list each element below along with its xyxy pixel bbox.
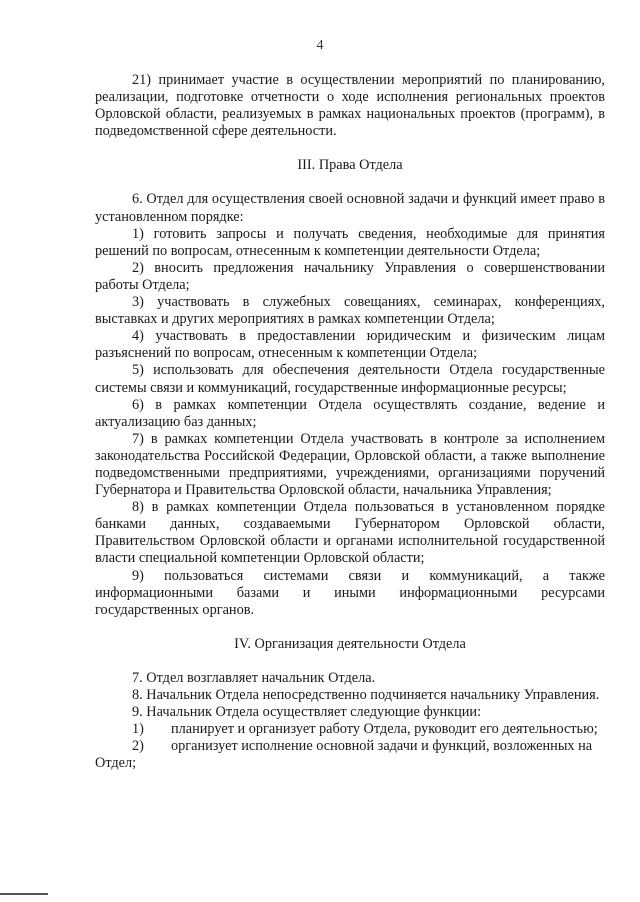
- document-body: [95, 72, 605, 772]
- section-3-heading: III. Права Отдела: [297, 157, 403, 174]
- function-text: планирует и организует работу Отдела, руководит его деятельностью;: [171, 721, 598, 738]
- paragraph-8: 8. Начальник Отдела непосредственно подчиняется начальнику Управления.: [132, 687, 600, 703]
- rights-item-8: 8) в рамках компетенции Отдела пользоваться в установленном порядке банками данных, создаваемыми Губернатором Орловской области, Правительством Орловской области и органами исполнительной государственной власти специальной компетенции Орловской области;: [95, 499, 605, 567]
- rights-item-1: 1) готовить запросы и получать сведения, необходимые для принятия решений по вопросам, отнесенным к компетенции деятельности Отдела;: [95, 225, 605, 259]
- section-4-heading: IV. Организация деятельности Отдела: [234, 635, 466, 652]
- rights-item-9: 9) пользоваться системами связи и коммуникаций, а также информационными базами и иными информационными ресурсами государственных органов.: [95, 567, 605, 618]
- function-text: организует исполнение основной задачи и функций, возложенных на: [171, 738, 593, 755]
- rights-item-5: 5) использовать для обеспечения деятельности Отдела государственные системы связи и коммуникаций, государственные информационные ресурсы;: [95, 362, 605, 396]
- rights-item-2: 2) вносить предложения начальнику Управления о совершенствовании работы Отдела;: [95, 259, 605, 293]
- function-number: 1): [132, 721, 144, 738]
- scan-edge-mark: [0, 893, 48, 895]
- paragraph-9: 9. Начальник Отдела осуществляет следующие функции:: [132, 704, 482, 721]
- rights-item-6: 6) в рамках компетенции Отдела осуществлять создание, ведение и актуализацию баз данных;: [95, 396, 605, 430]
- page-number: 4: [316, 38, 324, 53]
- item-21-paragraph: 21) принимает участие в осуществлении мероприятий по планированию, реализации, подготовке отчетности о ходе исполнения региональных проектов Орловской области, реализуемых в рамках национальных проектов (программ), в подведомственной сфере деятельности.: [95, 72, 605, 140]
- function-item-2: [95, 738, 605, 755]
- function-number: 2): [132, 738, 144, 755]
- section-3-intro: 6. Отдел для осуществления своей основной задачи и функций имеет право в установленном порядке:: [95, 191, 605, 225]
- paragraph-7: 7. Отдел возглавляет начальник Отдела.: [132, 669, 376, 686]
- function-item-2-continuation: Отдел;: [95, 755, 137, 772]
- rights-item-3: 3) участвовать в служебных совещаниях, семинарах, конференциях, выставках и других мероприятиях в рамках компетенции Отдела;: [95, 294, 605, 328]
- rights-item-4: 4) участвовать в предоставлении юридическим и физическим лицам разъяснений по вопросам, отнесенным к компетенции Отдела;: [95, 328, 605, 362]
- rights-item-7: 7) в рамках компетенции Отдела участвовать в контроле за исполнением законодательства Российской Федерации, Орловской области, а также выполнение подведомственными предприятиями, учреждениями, организациями поручений Губернатора и Правительства Орловской области, начальника Управления;: [95, 430, 605, 499]
- function-item-1: [95, 721, 605, 738]
